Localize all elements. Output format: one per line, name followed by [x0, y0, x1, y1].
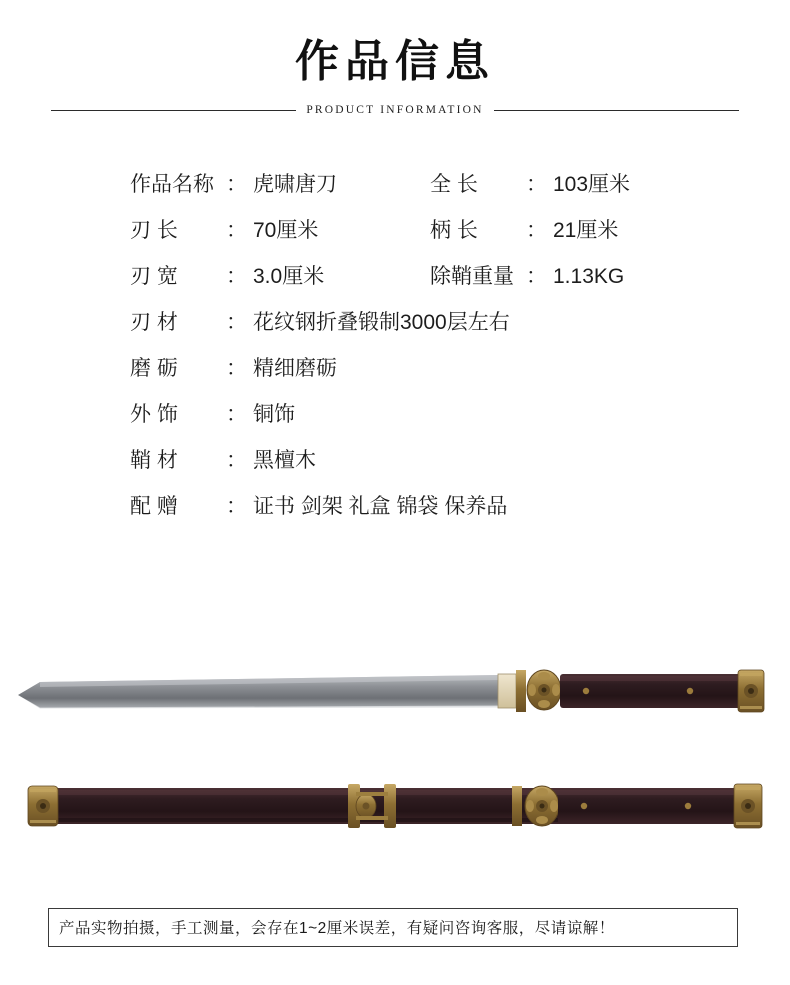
spec-colon: ： [226, 403, 247, 427]
scabbard-tip-fitting [28, 786, 58, 826]
spec-row [130, 168, 790, 214]
spec-value: 1.13KG [553, 265, 625, 289]
divider-right [494, 110, 739, 111]
spec-label: 外 饰 [130, 403, 178, 427]
spec-row [130, 260, 790, 306]
spec-item-blade-length [130, 214, 430, 244]
guard-fitting [512, 786, 559, 826]
spec-list [0, 168, 790, 536]
spec-row [130, 444, 790, 490]
spec-value: 证书 剑架 礼盒 锦袋 保养品 [253, 495, 508, 519]
disclaimer-note: 产品实物拍摄，手工测量，会存在1~2厘米误差，有疑问咨询客服，尽请谅解！ [48, 908, 738, 947]
spec-item-blade-material [130, 306, 510, 336]
spec-colon: ： [226, 219, 247, 243]
page-subtitle: PRODUCT INFORMATION [306, 104, 484, 117]
pommel-fitting [734, 784, 762, 828]
spec-value: 21厘米 [553, 219, 619, 243]
spec-colon: ： [526, 265, 547, 289]
spec-colon: ： [526, 219, 547, 243]
spec-value: 虎啸唐刀 [253, 173, 337, 197]
spec-colon: ： [226, 495, 247, 519]
divider-left [51, 110, 296, 111]
spec-value: 黑檀木 [253, 449, 316, 473]
spec-value: 3.0厘米 [253, 265, 325, 289]
spec-item-scabbard-material [130, 444, 316, 474]
spec-value: 花纹钢折叠锻制3000层左右 [253, 311, 510, 335]
spec-item-polish [130, 352, 337, 382]
spec-label: 除鞘重量 [430, 265, 514, 289]
spec-item-fittings [130, 398, 295, 428]
spec-label: 刃 材 [130, 311, 178, 335]
spec-label: 作品名称 [130, 173, 214, 197]
spec-item-name [130, 168, 430, 198]
spec-colon: ： [226, 357, 247, 381]
spec-colon: ： [226, 449, 247, 473]
spec-row [130, 490, 790, 536]
spec-item-weight [430, 260, 624, 290]
spec-value: 103厘米 [553, 173, 631, 197]
spec-row [130, 214, 790, 260]
product-photos [0, 620, 790, 870]
spec-colon: ： [226, 173, 247, 197]
spec-value: 70厘米 [253, 219, 319, 243]
guard-fitting [516, 670, 561, 712]
spec-item-blade-width [130, 260, 430, 290]
spec-label: 全 长 [430, 173, 478, 197]
spec-colon: ： [526, 173, 547, 197]
spec-item-handle-length [430, 214, 618, 244]
spec-label: 刃 长 [130, 219, 178, 243]
spec-colon: ： [226, 311, 247, 335]
sheathed-sword-photo [28, 784, 762, 828]
spec-label: 柄 长 [430, 219, 478, 243]
spec-value: 精细磨砺 [253, 357, 337, 381]
page-header [0, 0, 790, 116]
subtitle-row [0, 104, 790, 116]
product-photos-svg [0, 620, 790, 870]
spec-item-total-length [430, 168, 630, 198]
pommel-fitting [738, 670, 764, 712]
spec-label: 鞘 材 [130, 449, 178, 473]
spec-label: 刃 宽 [130, 265, 178, 289]
page-title: 作品信息 [295, 37, 495, 86]
bare-blade-photo [18, 670, 764, 712]
spec-value: 铜饰 [253, 403, 295, 427]
spec-item-accessories [130, 490, 507, 520]
spec-label: 磨 砺 [130, 357, 178, 381]
spec-colon: ： [226, 265, 247, 289]
spec-row [130, 398, 790, 444]
spec-row [130, 352, 790, 398]
spec-label: 配 赠 [130, 495, 178, 519]
spec-row [130, 306, 790, 352]
